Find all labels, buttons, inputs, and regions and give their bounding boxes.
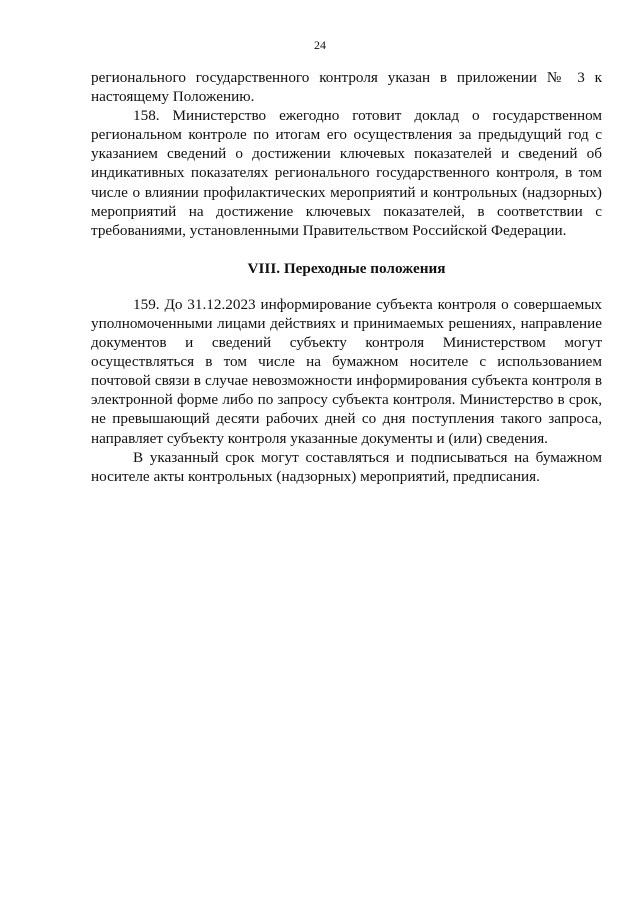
document-body: [91, 68, 602, 486]
paragraph-continuation: регионального государственного контроля указан в приложении № 3 к настоящему Положению.: [91, 69, 602, 106]
section-heading: VIII. Переходные положения: [247, 259, 446, 277]
paragraph-158: 158. Министерство ежегодно готовит доклад о государственном региональном контроле по итогам его осуществления за предыдущий год с указанием сведений о достижении ключевых показателей и сведений об индикативных показателях регионального государственного контроля, в том числе о влиянии профилактических мероприятий и контрольных (надзорных) мероприятий на достижение ключевых показателей, в соответствии с требованиями, установленными Правительством Российской Федерации.: [91, 107, 602, 239]
paragraph-final: В указанный срок могут составляться и подписываться на бумажном носителе акты контрольных (надзорных) мероприятий, предписания.: [91, 448, 602, 485]
paragraph-159: 159. До 31.12.2023 информирование субъекта контроля о совершаемых уполномоченными лицами действиях и принимаемых решениях, направление документов и сведений субъекту контроля Министерством могут осуществляться в том числе на бумажном носителе с использованием почтовой связи в случае невозможности информирования субъекта контроля в электронной форме либо по запросу субъекта контроля. Министерство в срок, не превышающий десяти рабочих дней со дня поступления такого запроса, направляет субъекту контроля указанные документы и (или) сведения.: [91, 295, 602, 447]
page-number: 24: [314, 38, 326, 52]
